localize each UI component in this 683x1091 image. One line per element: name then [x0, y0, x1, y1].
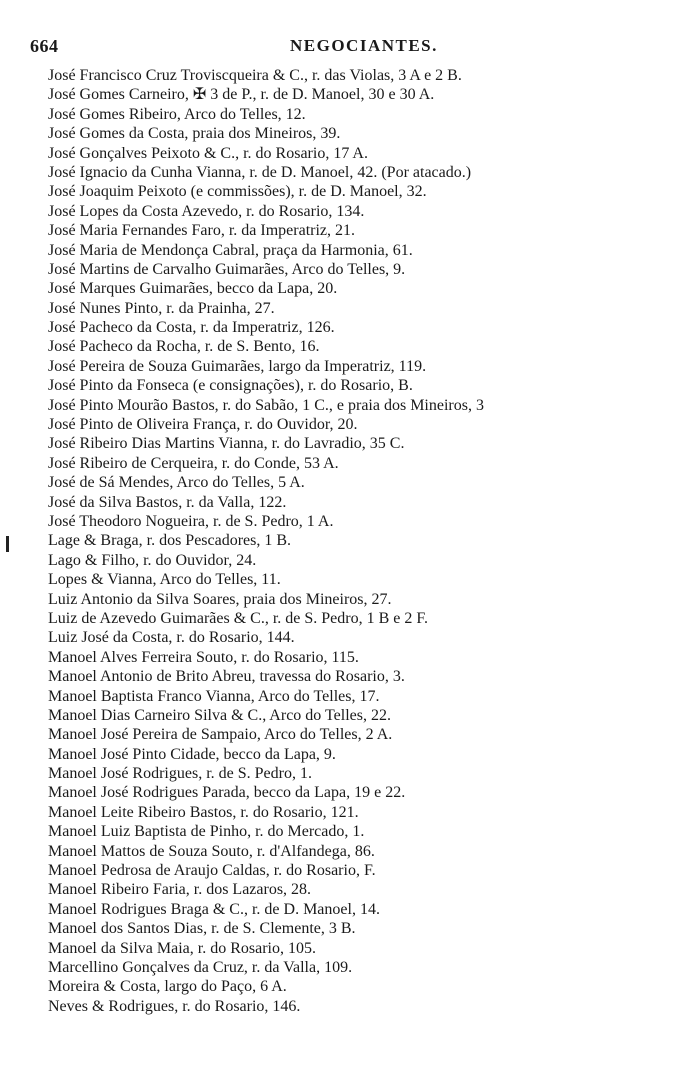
- merchant-entry: Manoel Dias Carneiro Silva & C., Arco do Telles, 22.: [48, 706, 391, 724]
- merchant-entry: Lage & Braga, r. dos Pescadores, 1 B.: [48, 532, 292, 550]
- merchant-entry: Manoel Ribeiro Faria, r. dos Lazaros, 28.: [48, 881, 312, 899]
- margin-mark: [6, 536, 9, 552]
- merchant-entry: Lopes & Vianna, Arco do Telles, 11.: [48, 571, 281, 589]
- merchant-entry: Luiz de Azevedo Guimarães & C., r. de S. Pedro, 1 B e 2 F.: [48, 609, 428, 627]
- merchant-entry: José Marques Guimarães, becco da Lapa, 20.: [48, 280, 338, 298]
- merchant-entry: Manoel da Silva Maia, r. do Rosario, 105.: [48, 939, 316, 957]
- merchant-entry: Manoel Pedrosa de Araujo Caldas, r. do Rosario, F.: [48, 862, 376, 880]
- merchant-entry: José Pacheco da Costa, r. da Imperatriz, 126.: [48, 319, 335, 337]
- merchant-entry: Manoel dos Santos Dias, r. de S. Clemente, 3 B.: [48, 920, 356, 938]
- page-number: 664: [30, 36, 59, 56]
- merchant-entry: Manoel José Rodrigues, r. de S. Pedro, 1.: [48, 765, 312, 783]
- merchant-entry: José Ribeiro Dias Martins Vianna, r. do Lavradio, 35 C.: [48, 435, 405, 453]
- merchant-entry: José Pacheco da Rocha, r. de S. Bento, 16.: [48, 338, 320, 356]
- merchant-entry: José Joaquim Peixoto (e commissões), r. de D. Manoel, 32.: [48, 183, 427, 201]
- merchant-entry: José Gomes Ribeiro, Arco do Telles, 12.: [48, 105, 306, 123]
- merchant-entry: José Ignacio da Cunha Vianna, r. de D. Manoel, 42. (Por atacado.): [48, 163, 472, 181]
- merchant-entry: Luiz Antonio da Silva Soares, praia dos Mineiros, 27.: [48, 590, 392, 608]
- merchant-list: [48, 66, 680, 1016]
- merchant-entry: José Nunes Pinto, r. da Prainha, 27.: [48, 299, 275, 317]
- merchant-entry: Manoel José Rodrigues Parada, becco da Lapa, 19 e 22.: [48, 784, 406, 802]
- merchant-entry: Manoel José Pereira de Sampaio, Arco do Telles, 2 A.: [48, 726, 393, 744]
- merchant-entry: José de Sá Mendes, Arco do Telles, 5 A.: [48, 474, 305, 492]
- merchant-entry: Manoel Baptista Franco Vianna, Arco do Telles, 17.: [48, 687, 380, 705]
- merchant-entry: Moreira & Costa, largo do Paço, 6 A.: [48, 978, 287, 996]
- merchant-entry: José Theodoro Nogueira, r. de S. Pedro, 1 A.: [48, 512, 334, 530]
- running-title: NEGOCIANTES.: [290, 36, 438, 55]
- page-header: [30, 36, 650, 64]
- merchant-entry: José Ribeiro de Cerqueira, r. do Conde, 53 A.: [48, 454, 339, 472]
- merchant-entry: Lago & Filho, r. do Ouvidor, 24.: [48, 551, 257, 569]
- merchant-entry: José da Silva Bastos, r. da Valla, 122.: [48, 493, 287, 511]
- merchant-entry: Manoel Antonio de Brito Abreu, travessa do Rosario, 3.: [48, 668, 405, 686]
- merchant-entry: Marcellino Gonçalves da Cruz, r. da Valla, 109.: [48, 958, 353, 976]
- merchant-entry: José Lopes da Costa Azevedo, r. do Rosario, 134.: [48, 202, 365, 220]
- merchant-entry: Manoel Leite Ribeiro Bastos, r. do Rosario, 121.: [48, 803, 359, 821]
- merchant-entry: José Pinto de Oliveira França, r. do Ouvidor, 20.: [48, 416, 358, 434]
- merchant-entry: José Maria de Mendonça Cabral, praça da Harmonia, 61.: [48, 241, 413, 259]
- merchant-entry: José Pereira de Souza Guimarães, largo da Imperatriz, 119.: [48, 357, 427, 375]
- merchant-entry: José Francisco Cruz Troviscqueira & C., r. das Violas, 3 A e 2 B.: [48, 67, 462, 84]
- merchant-entry: Luiz José da Costa, r. do Rosario, 144.: [48, 629, 295, 647]
- merchant-entry: Manoel Luiz Baptista de Pinho, r. do Mercado, 1.: [48, 823, 365, 841]
- merchant-entry: Manoel Rodrigues Braga & C., r. de D. Manoel, 14.: [48, 900, 380, 918]
- merchant-entry: Manoel Alves Ferreira Souto, r. do Rosario, 115.: [48, 648, 359, 666]
- merchant-entry: José Gomes Carneiro, ✠ 3 de P., r. de D. Manoel, 30 e 30 A.: [48, 86, 435, 104]
- merchant-entry: Neves & Rodrigues, r. do Rosario, 146.: [48, 997, 301, 1015]
- merchant-entry: Manoel José Pinto Cidade, becco da Lapa, 9.: [48, 745, 336, 763]
- merchant-entry: José Pinto da Fonseca (e consignações), r. do Rosario, B.: [48, 377, 413, 395]
- merchant-entry: José Maria Fernandes Faro, r. da Imperatriz, 21.: [48, 222, 356, 240]
- merchant-entry: José Martins de Carvalho Guimarães, Arco do Telles, 9.: [48, 260, 406, 278]
- merchant-entry: Manoel Mattos de Souza Souto, r. d'Alfandega, 86.: [48, 842, 375, 860]
- merchant-entry: José Gomes da Costa, praia dos Mineiros, 39.: [48, 125, 341, 143]
- merchant-entry: José Gonçalves Peixoto & C., r. do Rosario, 17 A.: [48, 144, 368, 162]
- merchant-entry: José Pinto Mourão Bastos, r. do Sabão, 1 C., e praia dos Mineiros, 3: [48, 396, 484, 414]
